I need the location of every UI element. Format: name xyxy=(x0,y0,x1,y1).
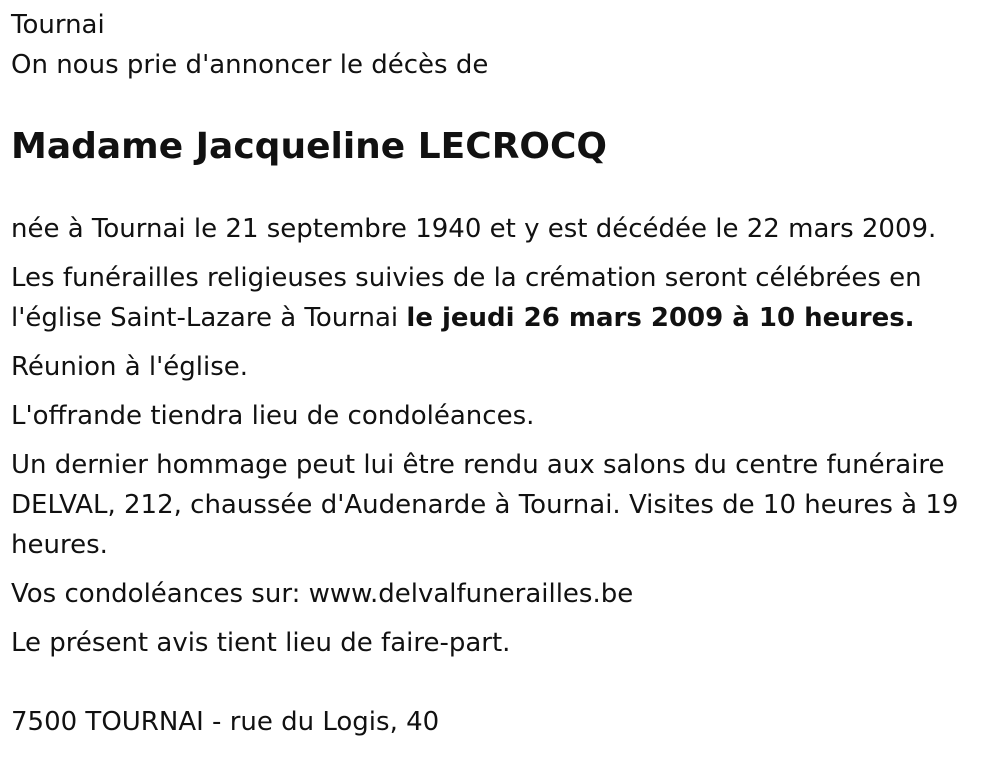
meeting-text: Réunion à l'église. xyxy=(11,352,249,382)
intro-text: On nous prie d'annoncer le décès de xyxy=(11,50,489,80)
tribute-text: Un dernier hommage peut lui être rendu aux salons du centre funéraire DELVAL, 212, chaussée d'Audenarde à Tournai. Visites de 10 heures à 19 heures. xyxy=(11,450,959,560)
city-heading: Tournai xyxy=(11,10,105,40)
funeral-text: Les funérailles religieuses suivies de la crémation seront célébrées en l'église Saint-Lazare à Tournai xyxy=(11,263,922,333)
notice-statement: Le présent avis tient lieu de faire-part. xyxy=(11,628,511,658)
birth-death-text: née à Tournai le 21 septembre 1940 et y est décédée le 22 mars 2009. xyxy=(11,214,937,244)
deceased-name: Madame Jacqueline LECROCQ xyxy=(11,126,608,167)
condolences-text: Vos condoléances sur: www.delvalfunerailles.be xyxy=(11,579,634,609)
funeral-paragraph xyxy=(11,258,986,338)
family-address: 7500 TOURNAI - rue du Logis, 40 xyxy=(11,707,440,737)
funeral-date: le jeudi 26 mars 2009 à 10 heures. xyxy=(406,303,915,333)
offering-text: L'offrande tiendra lieu de condoléances. xyxy=(11,401,535,431)
